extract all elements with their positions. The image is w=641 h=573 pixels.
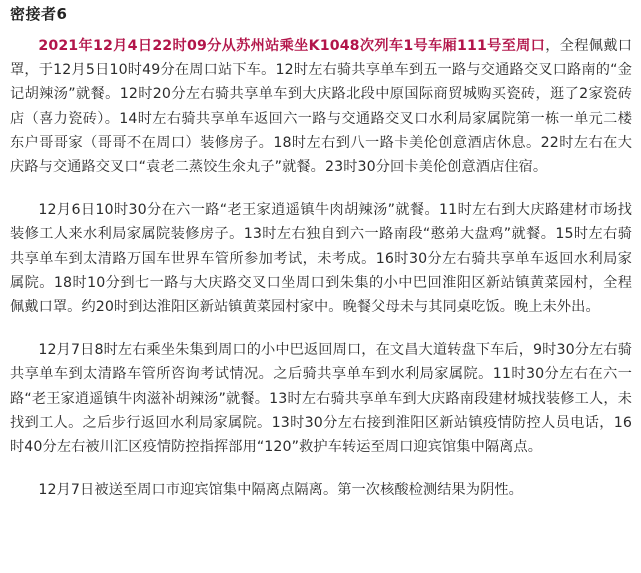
article-body (10, 34, 632, 502)
paragraph-dec-7-isolation (10, 478, 632, 502)
paragraph-dec-4 (10, 34, 632, 179)
paragraph-text: 12月7日8时左右乘坐朱集到周口的小中巴返回周口，在文昌大道转盘下车后，9时30分左右骑共享单车到太清路车管所咨询考试情况。之后骑共享单车到水利局家属院。11时30分左右在六一路“老王家逍遥镇牛肉滋补胡辣汤”就餐。13时左右骑共享单车到大庆路南段建材城找装修工人，未找到工人。之后步行返回水利局家属院。13时30分左右接到淮阳区新站镇疫情防控人员电话，16时40分左右被川汇区疫情防控指挥部用“120”救护车转运至周口迎宾馆集中隔离点。 (10, 342, 632, 456)
paragraph-dec-6 (10, 198, 632, 319)
paragraph-text: ，全程佩戴口罩，于12月5日10时49分在周口站下车。12时左右骑共享单车到五一路与交通路交叉口路南的“金记胡辣汤”就餐。12时20分左右骑共享单车到大庆路北段中原国际商贸城购买瓷砖，逛了2家瓷砖店（喜力瓷砖）。14时左右骑共享单车返回六一路与交通路交叉口水利局家属院第一栋一单元二楼东户哥哥家（哥哥不在周口）装修房子。18时左右到八一路卡美伦创意酒店休息。22时左右在大庆路与交通路交叉口“袁老二蒸饺生氽丸子”就餐。23时30分回卡美伦创意酒店住宿。 (10, 38, 632, 176)
paragraph-dec-7 (10, 338, 632, 459)
paragraph-text: 12月7日被送至周口市迎宾馆集中隔离点隔离。第一次核酸检测结果为阴性。 (38, 482, 523, 499)
section-heading: 密接者6 (10, 5, 68, 23)
highlighted-travel-info: 2021年12月4日22时09分从苏州站乘坐K1048次列车1号车厢111号至周口 (38, 38, 546, 54)
paragraph-text: 12月6日10时30分在六一路“老王家逍遥镇牛肉胡辣汤”就餐。11时左右到大庆路建材市场找装修工人来水利局家属院装修房子。13时左右独自到六一路南段“憨弟大盘鸡”就餐。15时左右骑共享单车到太清路万国车世界车管所参加考试，未考成。16时30分左右骑共享单车返回水利局家属院。18时10分到七一路与大庆路交叉口坐周口到朱集的小中巴回淮阳区新站镇黄菜园村，全程佩戴口罩。约20时到达淮阳区新站镇黄菜园村家中。晚餐父母未与其同桌吃饭。晚上未外出。 (10, 202, 632, 316)
